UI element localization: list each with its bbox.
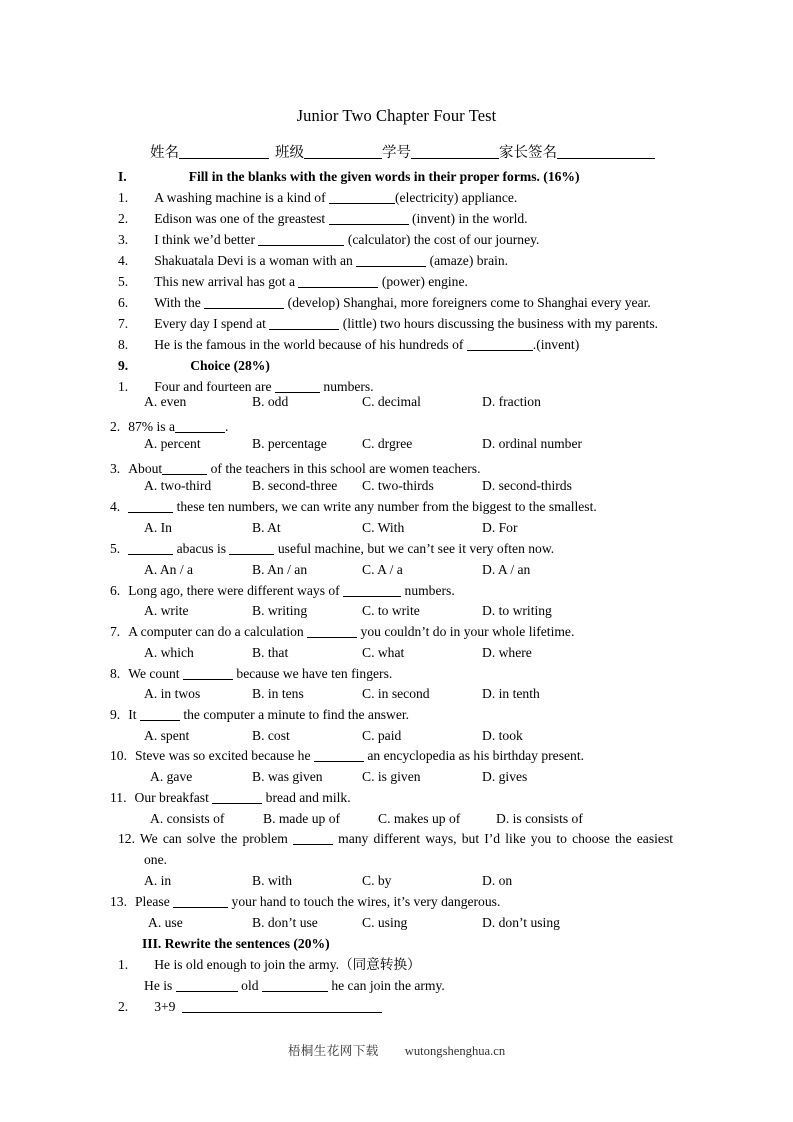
option-d[interactable]: D. on bbox=[482, 873, 513, 888]
question-text-post: useful machine, but we can’t see it very often now. bbox=[277, 541, 555, 556]
question-number: 3. bbox=[110, 461, 121, 476]
item-text: 3+9 bbox=[154, 999, 176, 1014]
rewrite-item-1 bbox=[118, 955, 421, 976]
item-text-pre: He is the famous in the world because of his hundreds of bbox=[154, 337, 464, 352]
choice-options-10 bbox=[118, 767, 693, 788]
answer-blank[interactable] bbox=[173, 894, 228, 908]
answer-blank[interactable] bbox=[314, 748, 364, 762]
option-b[interactable]: B. was given bbox=[252, 769, 323, 784]
option-a[interactable]: A. two-third bbox=[144, 478, 212, 493]
answer-blank[interactable] bbox=[128, 499, 173, 513]
option-b[interactable]: B. second-three bbox=[252, 478, 338, 493]
answer-blank[interactable] bbox=[298, 274, 378, 288]
option-c[interactable]: C. using bbox=[362, 915, 408, 930]
section-1-title: Fill in the blanks with the given words in their proper forms. (16%) bbox=[188, 169, 580, 184]
question-number: 7. bbox=[110, 624, 121, 639]
choice-options-13 bbox=[118, 913, 693, 934]
answer-blank[interactable] bbox=[204, 295, 284, 309]
choice-options-12 bbox=[118, 871, 693, 892]
student-info-line bbox=[150, 141, 670, 162]
question-text-post: bread and milk. bbox=[265, 790, 351, 805]
answer-blank[interactable] bbox=[269, 316, 339, 330]
option-a[interactable]: A. An / a bbox=[144, 562, 194, 577]
option-a[interactable]: A. spent bbox=[144, 728, 190, 743]
question-text-pre: Four and fourteen are bbox=[154, 379, 272, 394]
choice-options-5 bbox=[118, 560, 693, 581]
question-text-post: many different ways, but I’d like you to choose the easiest bbox=[338, 831, 674, 846]
item-text: He is old enough to join the army.（同意转换） bbox=[154, 957, 421, 972]
footer-site-url: wutongshenghua.cn bbox=[404, 1044, 506, 1058]
answer-text-post: he can join the army. bbox=[331, 978, 445, 993]
option-d[interactable]: D. is consists of bbox=[496, 811, 583, 826]
item-text-post: (amaze) brain. bbox=[429, 253, 509, 268]
choice-options-4 bbox=[118, 518, 693, 539]
fill-item-5 bbox=[118, 272, 468, 293]
option-d[interactable]: D. For bbox=[482, 520, 518, 535]
choice-question-13 bbox=[110, 892, 500, 913]
choice-question-9 bbox=[110, 705, 409, 726]
option-a[interactable]: A. in bbox=[144, 873, 172, 888]
question-text-pre: A computer can do a calculation bbox=[128, 624, 304, 639]
rewrite-item-2 bbox=[118, 997, 382, 1018]
choice-options-3 bbox=[118, 476, 693, 497]
option-b[interactable]: B. that bbox=[252, 645, 289, 660]
answer-blank[interactable] bbox=[140, 707, 180, 721]
option-a[interactable]: A. consists of bbox=[150, 811, 225, 826]
question-text-post: the computer a minute to find the answer. bbox=[183, 707, 410, 722]
option-d[interactable]: D. where bbox=[482, 645, 532, 660]
name-label: 姓名 bbox=[150, 145, 179, 161]
option-c[interactable]: C. to write bbox=[362, 603, 420, 618]
item-text-pre: Shakuatala Devi is a woman with an bbox=[154, 253, 353, 268]
option-b[interactable]: B. in tens bbox=[252, 686, 304, 701]
question-text-pre: Steve was so excited because he bbox=[135, 748, 311, 763]
question-text-post: numbers. bbox=[323, 379, 374, 394]
option-d[interactable]: D. A / an bbox=[482, 562, 531, 577]
footer-site-cn: 梧桐生花网下载 bbox=[287, 1044, 379, 1058]
question-number: 6. bbox=[110, 583, 121, 598]
question-number: 1. bbox=[118, 379, 129, 394]
option-c[interactable]: C. drgree bbox=[362, 436, 413, 451]
question-text-post: your hand to touch the wires, it’s very dangerous. bbox=[231, 894, 501, 909]
answer-blank[interactable] bbox=[275, 379, 320, 393]
item-text-pre: Edison was one of the greastest bbox=[154, 211, 326, 226]
answer-blank[interactable] bbox=[329, 211, 409, 225]
option-b[interactable]: B. with bbox=[252, 873, 293, 888]
option-b[interactable]: B. At bbox=[252, 520, 281, 535]
fill-item-7 bbox=[118, 314, 658, 335]
item-number: 6. bbox=[118, 295, 129, 310]
class-label: 班级 bbox=[275, 145, 304, 161]
answer-blank[interactable] bbox=[343, 583, 401, 597]
question-number: 8. bbox=[110, 666, 121, 681]
question-text-post: of the teachers in this school are women teachers. bbox=[210, 461, 481, 476]
question-text-pre: It bbox=[128, 707, 137, 722]
item-text-post: (power) engine. bbox=[381, 274, 468, 289]
item-number: 2. bbox=[118, 999, 129, 1014]
question-number: 13. bbox=[110, 894, 127, 909]
question-text-pre: Our breakfast bbox=[134, 790, 209, 805]
option-a[interactable]: A. In bbox=[144, 520, 172, 535]
option-b[interactable]: B. writing bbox=[252, 603, 308, 618]
option-c[interactable]: C. two-thirds bbox=[362, 478, 434, 493]
question-text-post: because we have ten fingers. bbox=[236, 666, 393, 681]
item-number: 2. bbox=[118, 211, 129, 226]
item-number: 4. bbox=[118, 253, 129, 268]
choice-question-12-continuation: one. bbox=[144, 852, 168, 867]
option-a[interactable]: A. percent bbox=[144, 436, 201, 451]
question-number: 12. bbox=[118, 831, 135, 846]
answer-blank[interactable] bbox=[293, 831, 333, 845]
answer-blank[interactable] bbox=[212, 790, 262, 804]
answer-text-mid: old bbox=[241, 978, 259, 993]
fill-item-4 bbox=[118, 251, 508, 272]
answer-blank[interactable] bbox=[356, 253, 426, 267]
choice-options-6 bbox=[118, 601, 693, 622]
option-c[interactable]: C. decimal bbox=[362, 394, 421, 409]
parent-sign-blank[interactable] bbox=[557, 144, 655, 159]
parent-sign-label: 家长签名 bbox=[499, 145, 557, 161]
option-c[interactable]: C. makes up of bbox=[378, 811, 461, 826]
question-text-post: you couldn’t do in your whole lifetime. bbox=[360, 624, 575, 639]
question-text-pre: 87% is a bbox=[128, 419, 176, 434]
option-d[interactable]: D. fraction bbox=[482, 394, 541, 409]
choice-question-6 bbox=[110, 581, 455, 602]
fill-item-1 bbox=[118, 188, 517, 209]
question-text-pre: We can solve the problem bbox=[139, 831, 288, 846]
fill-item-3 bbox=[118, 230, 539, 251]
item-number: 3. bbox=[118, 232, 129, 247]
option-c[interactable]: C. paid bbox=[362, 728, 402, 743]
question-text-post: these ten numbers, we can write any number from the biggest to the smallest. bbox=[176, 499, 597, 514]
option-b[interactable]: B. made up of bbox=[263, 811, 341, 826]
choice-options-7 bbox=[118, 643, 693, 664]
answer-blank-2[interactable] bbox=[229, 541, 274, 555]
item-text-post: (little) two hours discussing the business with my parents. bbox=[342, 316, 659, 331]
option-b[interactable]: B. odd bbox=[252, 394, 289, 409]
item-text-post: (calculator) the cost of our journey. bbox=[347, 232, 540, 247]
answer-blank-2[interactable] bbox=[262, 978, 328, 992]
fill-item-6 bbox=[118, 293, 651, 314]
item-number: 8. bbox=[118, 337, 129, 352]
option-a[interactable]: A. even bbox=[144, 394, 187, 409]
section-1-heading bbox=[118, 167, 580, 188]
choice-question-11 bbox=[110, 788, 351, 809]
answer-blank[interactable] bbox=[258, 232, 344, 246]
option-b[interactable]: B. percentage bbox=[252, 436, 327, 451]
class-blank[interactable] bbox=[304, 144, 382, 159]
option-c[interactable]: C. what bbox=[362, 645, 405, 660]
page-title: Junior Two Chapter Four Test bbox=[296, 106, 497, 125]
choice-question-10 bbox=[110, 746, 584, 767]
option-a[interactable]: A. write bbox=[144, 603, 189, 618]
option-c[interactable]: C. A / a bbox=[362, 562, 403, 577]
option-c[interactable]: C. in second bbox=[362, 686, 430, 701]
item-text-post: (electricity) appliance. bbox=[395, 190, 518, 205]
item-number: 7. bbox=[118, 316, 129, 331]
question-text-post: an encyclopedia as his birthday present. bbox=[367, 748, 585, 763]
question-text-pre: We count bbox=[128, 666, 180, 681]
question-text-mid: abacus is bbox=[176, 541, 227, 556]
rewrite-item-1-answer bbox=[144, 976, 445, 997]
option-b[interactable]: B. An / an bbox=[252, 562, 308, 577]
question-number: 2. bbox=[110, 419, 121, 434]
option-a[interactable]: A. use bbox=[148, 915, 183, 930]
fill-item-8 bbox=[118, 335, 579, 356]
question-number: 4. bbox=[110, 499, 121, 514]
item-number: 1. bbox=[118, 190, 129, 205]
name-blank[interactable] bbox=[179, 144, 269, 159]
option-d[interactable]: D. second-thirds bbox=[482, 478, 572, 493]
option-b[interactable]: B. don’t use bbox=[252, 915, 318, 930]
answer-blank[interactable] bbox=[329, 190, 395, 204]
choice-question-8 bbox=[110, 664, 392, 685]
question-number: 5. bbox=[110, 541, 121, 556]
section-2-heading bbox=[118, 356, 270, 377]
option-a[interactable]: A. which bbox=[144, 645, 194, 660]
item-number: 5. bbox=[118, 274, 129, 289]
option-c[interactable]: C. With bbox=[362, 520, 405, 535]
item-text-pre: This new arrival has got a bbox=[154, 274, 296, 289]
option-d[interactable]: D. in tenth bbox=[482, 686, 540, 701]
item-text-pre: Every day I spend at bbox=[154, 316, 266, 331]
fill-item-2 bbox=[118, 209, 528, 230]
footer-watermark bbox=[0, 1040, 793, 1059]
option-a[interactable]: A. in twos bbox=[144, 686, 201, 701]
section-1-marker: I. bbox=[118, 169, 127, 184]
choice-options-11 bbox=[118, 809, 693, 830]
option-c[interactable]: C. by bbox=[362, 873, 392, 888]
question-number: 11. bbox=[110, 790, 127, 805]
question-text-pre: Please bbox=[135, 894, 170, 909]
choice-options-2 bbox=[118, 434, 693, 455]
item-text-post: .(invent) bbox=[532, 337, 580, 352]
option-a[interactable]: A. gave bbox=[150, 769, 193, 784]
choice-options-9 bbox=[118, 726, 693, 747]
item-text-pre: I think we’d better bbox=[154, 232, 255, 247]
choice-options-1 bbox=[118, 392, 693, 413]
question-text-post: numbers. bbox=[404, 583, 455, 598]
option-b[interactable]: B. cost bbox=[252, 728, 290, 743]
student-no-blank[interactable] bbox=[411, 144, 499, 159]
answer-blank-1[interactable] bbox=[176, 978, 238, 992]
answer-blank[interactable] bbox=[467, 337, 533, 351]
question-text-pre: Long ago, there were different ways of bbox=[128, 583, 340, 598]
question-text-pre: About bbox=[128, 461, 163, 476]
choice-question-4 bbox=[110, 497, 597, 518]
option-d[interactable]: D. to writing bbox=[482, 603, 552, 618]
question-number: 10. bbox=[110, 748, 127, 763]
answer-blank[interactable] bbox=[162, 461, 207, 475]
item-text-pre: With the bbox=[154, 295, 201, 310]
option-c[interactable]: C. is given bbox=[362, 769, 421, 784]
item-number: 1. bbox=[118, 957, 129, 972]
question-text-post: . bbox=[225, 419, 229, 434]
answer-blank[interactable] bbox=[307, 624, 357, 638]
section-3-heading: III. Rewrite the sentences (20%) bbox=[142, 936, 330, 951]
item-text-pre: A washing machine is a kind of bbox=[154, 190, 326, 205]
answer-blank[interactable] bbox=[182, 999, 382, 1013]
option-d[interactable]: D. gives bbox=[482, 769, 528, 784]
choice-question-7 bbox=[110, 622, 574, 643]
item-text-post: (develop) Shanghai, more foreigners come to Shanghai every year. bbox=[287, 295, 651, 310]
choice-question-5 bbox=[110, 539, 554, 560]
item-text-post: (invent) in the world. bbox=[412, 211, 528, 226]
answer-blank-1[interactable] bbox=[128, 541, 173, 555]
answer-text-pre: He is bbox=[144, 978, 173, 993]
section-2-marker: 9. bbox=[118, 358, 129, 373]
answer-blank[interactable] bbox=[183, 666, 233, 680]
student-no-label: 学号 bbox=[382, 145, 411, 161]
choice-question-12 bbox=[118, 829, 673, 850]
question-number: 9. bbox=[110, 707, 121, 722]
option-d[interactable]: D. ordinal number bbox=[482, 436, 583, 451]
section-2-title: Choice (28%) bbox=[190, 358, 270, 373]
option-d[interactable]: D. took bbox=[482, 728, 523, 743]
choice-options-8 bbox=[118, 684, 693, 705]
option-d[interactable]: D. don’t using bbox=[482, 915, 560, 930]
answer-blank[interactable] bbox=[175, 419, 225, 433]
